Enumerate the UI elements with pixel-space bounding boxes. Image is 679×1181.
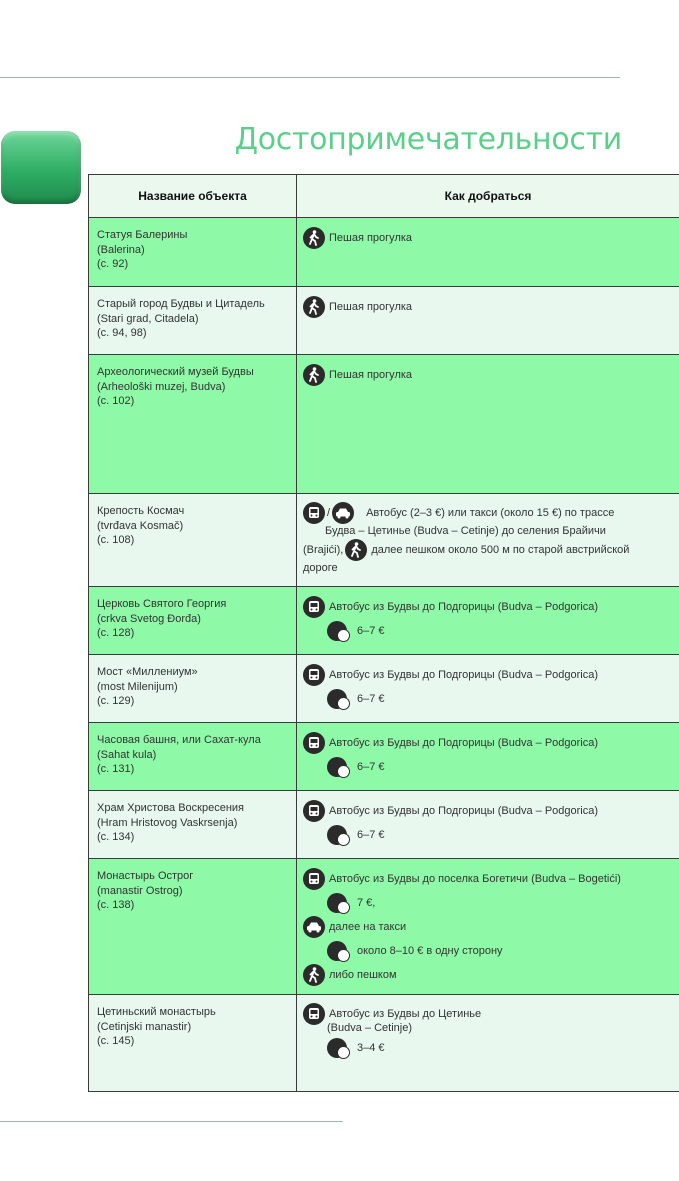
coins-icon: [327, 940, 351, 962]
price-text: 6–7 €: [357, 693, 385, 705]
coins-icon: [327, 756, 351, 778]
coins-icon: [327, 1037, 351, 1059]
price-text: 7 €,: [357, 897, 376, 909]
route-text: Автобус из Будвы до Цетинье: [329, 1008, 482, 1020]
bus-icon: [303, 1003, 325, 1025]
column-header-name: Название объекта: [89, 175, 297, 218]
route-text: Пешая прогулка: [329, 369, 413, 381]
price-text: 3–4 €: [357, 1042, 385, 1054]
taxi-icon: [332, 502, 354, 524]
sight-name: Статуя Балерины (Balerina) (с. 92): [97, 229, 188, 270]
price-text: около 8–10 € в одну сторону: [357, 945, 503, 957]
table-row: [89, 287, 679, 355]
route-text: (Budva – Cetinje): [327, 1022, 412, 1034]
walking-person-icon: [303, 296, 325, 318]
table-header-row: [89, 175, 679, 218]
column-header-how: Как добраться: [297, 175, 679, 218]
sight-name: Старый город Будвы и Цитадель (Stari grad, Citadela) (с. 94, 98): [97, 298, 265, 339]
route-text: Автобус из Будвы до Подгорицы (Budva – Podgorica): [329, 737, 599, 749]
coins-icon: [327, 620, 351, 642]
table-row: [89, 791, 679, 859]
bottom-divider: [0, 1121, 343, 1122]
sight-name: Храм Христова Воскресения (Hram Hristovog Vaskrsenja) (с. 134): [97, 802, 245, 843]
price-text: 6–7 €: [357, 829, 385, 841]
bus-icon: [303, 800, 325, 822]
route-text: далее на такси: [329, 921, 407, 933]
walking-person-icon: [303, 964, 325, 986]
walking-person-icon: [345, 539, 367, 561]
top-divider: [0, 77, 620, 78]
sight-name: Археологический музей Будвы (Arheološki muzej, Budva) (с. 102): [97, 366, 254, 407]
coins-icon: [327, 824, 351, 846]
route-text: Пешая прогулка: [329, 232, 413, 244]
bus-icon: [303, 596, 325, 618]
sights-table: [88, 174, 679, 1092]
bus-icon: [303, 732, 325, 754]
walking-person-icon: [303, 364, 325, 386]
price-text: 6–7 €: [357, 625, 385, 637]
table-row: [89, 355, 679, 494]
route-text: Автобус из Будвы до Подгорицы (Budva – Podgorica): [329, 601, 599, 613]
route-text: Будва – Цетинье (Budva – Cetinje) до селения Брайичи: [325, 525, 606, 537]
page-title: Достопримечательности: [234, 122, 622, 157]
price-text: 6–7 €: [357, 761, 385, 773]
table-row: [89, 859, 679, 995]
section-tab: [1, 131, 81, 204]
sight-name: Церковь Святого Георгия (crkva Svetog Đorđa) (с. 128): [97, 598, 227, 639]
table-row: [89, 995, 679, 1092]
table-row: [89, 587, 679, 655]
table-row: Крепость Космач (tvrđava Kosmač) (с. 108) / Автобус (2–3 €) или такси (около 15 €) по трассе Будва – Цетинье (Budva – Cetinje) до селения Брайичи (Brajići), далее пешком около 500 м по старой австрийской дороге: [89, 494, 679, 587]
walking-person-icon: [303, 227, 325, 249]
route-text: Автобус (2–3 €) или такси (около 15 €) по трассе: [366, 507, 615, 519]
coins-icon: [327, 688, 351, 710]
route-text: Автобус из Будвы до Подгорицы (Budva – Podgorica): [329, 669, 599, 681]
coins-icon: [327, 892, 351, 914]
sight-name: Монастырь Острог (manastir Ostrog) (с. 138): [97, 870, 194, 911]
taxi-icon: [303, 916, 325, 938]
route-text: либо пешком: [329, 969, 397, 981]
sight-name: Крепость Космач (tvrđava Kosmač) (с. 108): [97, 505, 185, 546]
sight-name: Цетиньский монастырь (Cetinjski manastir) (с. 145): [97, 1006, 216, 1047]
table-row: [89, 655, 679, 723]
sight-name: Мост «Миллениум» (most Milenijum) (с. 129): [97, 666, 198, 707]
bus-icon: [303, 868, 325, 890]
table-row: [89, 723, 679, 791]
table-row: [89, 218, 679, 287]
bus-icon: [303, 502, 325, 524]
bus-icon: [303, 664, 325, 686]
route-text: Автобус из Будвы до поселка Богетичи (Budva – Bogetići): [329, 873, 621, 885]
route-text: Автобус из Будвы до Подгорицы (Budva – Podgorica): [329, 805, 599, 817]
sight-name: Часовая башня, или Сахат-кула (Sahat kula) (с. 131): [97, 734, 261, 775]
route-text: Пешая прогулка: [329, 301, 413, 313]
